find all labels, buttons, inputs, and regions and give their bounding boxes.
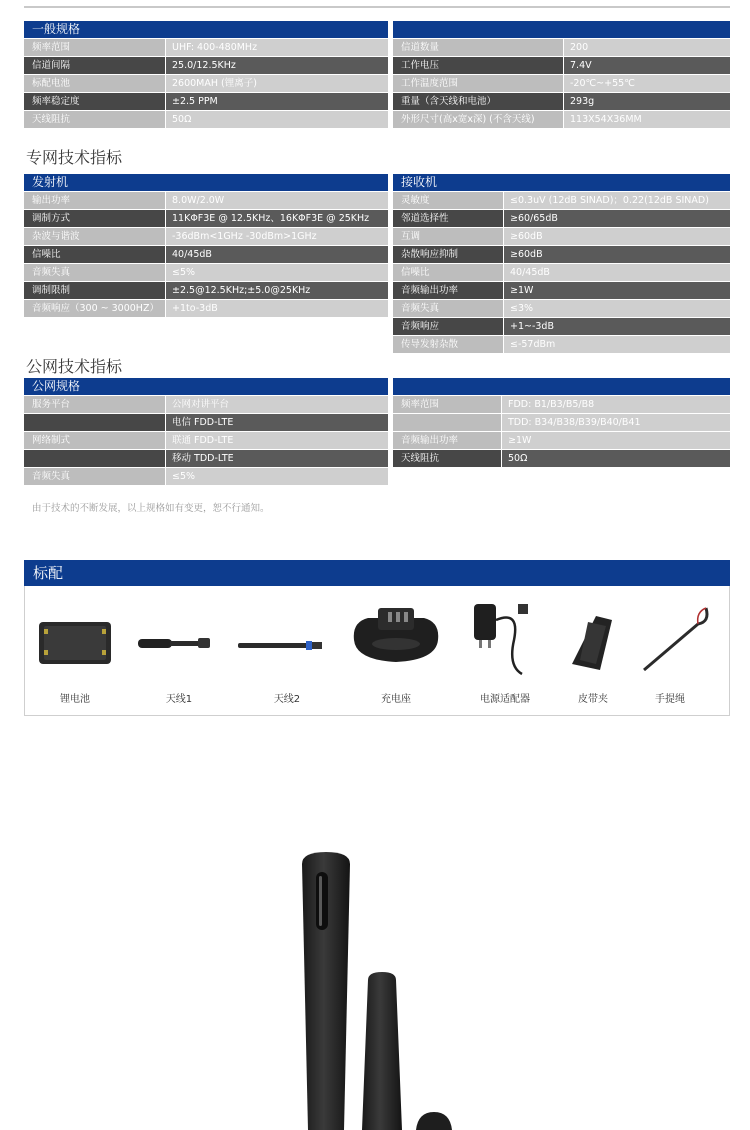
spec-key: 调制限制 — [24, 282, 165, 299]
spec-key: 音频失真 — [24, 264, 165, 281]
spec-row — [24, 93, 388, 110]
spec-key: 音频失真 — [393, 300, 503, 317]
spec-row — [393, 300, 730, 317]
spec-key — [24, 450, 165, 467]
spec-value: 7.4V — [564, 57, 730, 74]
transmitter-table — [24, 174, 388, 317]
spec-row — [393, 414, 730, 431]
spec-row — [24, 264, 388, 281]
spec-key: 频率范围 — [393, 396, 501, 413]
spec-row — [24, 396, 388, 413]
top-divider — [24, 6, 730, 8]
battery-icon — [38, 620, 112, 666]
antenna-icon — [238, 640, 324, 652]
spec-value: 40/45dB — [504, 264, 730, 281]
spec-row — [24, 192, 388, 209]
spec-row — [393, 246, 730, 263]
accessory-label-lanyard: 手提绳 — [655, 694, 685, 705]
accessory-label-charger: 充电座 — [381, 694, 411, 705]
spec-row — [393, 450, 730, 467]
spec-row — [24, 39, 388, 56]
antenna-icon — [138, 634, 212, 652]
accessory-label-antenna2: 天线2 — [273, 694, 301, 705]
adapter-icon — [470, 600, 534, 680]
spec-row — [393, 228, 730, 245]
spec-value: +1to-3dB — [166, 300, 388, 317]
spec-key: 音频输出功率 — [393, 282, 503, 299]
spec-row — [24, 75, 388, 92]
spec-row — [393, 336, 730, 353]
spec-row — [393, 396, 730, 413]
spec-key: 外形尺寸(高x宽x深) (不含天线) — [393, 111, 563, 128]
spec-value: 25.0/12.5KHz — [166, 57, 388, 74]
spec-value: 移动 TDD-LTE — [166, 450, 388, 467]
spec-value: TDD: B34/B38/B39/B40/B41 — [502, 414, 730, 431]
spec-key: 杂波与谐波 — [24, 228, 165, 245]
spec-value: ≤-57dBm — [504, 336, 730, 353]
spec-key: 信噪比 — [393, 264, 503, 281]
spec-value: +1~-3dB — [504, 318, 730, 335]
spec-key: 天线阻抗 — [24, 111, 165, 128]
spec-key: 标配电池 — [24, 75, 165, 92]
spec-value: ≥1W — [504, 282, 730, 299]
spec-value: ±2.5 PPM — [166, 93, 388, 110]
general-spec-title: 一般规格 — [24, 21, 388, 38]
receiver-table — [393, 174, 730, 353]
antenna-product-photo — [0, 740, 750, 1130]
spec-key: 杂散响应抑制 — [393, 246, 503, 263]
spec-value: 50Ω — [166, 111, 388, 128]
spec-row — [24, 468, 388, 485]
general-spec-table-left — [24, 21, 388, 128]
public-spec-right-header — [393, 378, 730, 395]
spec-key: 互调 — [393, 228, 503, 245]
spec-value: ≤5% — [166, 264, 388, 281]
spec-key: 输出功率 — [24, 192, 165, 209]
spec-value: ≤0.3uV (12dB SINAD)；0.22(12dB SINAD) — [504, 192, 730, 209]
spec-key: 邻道选择性 — [393, 210, 503, 227]
spec-value: ≥60dB — [504, 228, 730, 245]
spec-key: 重量（含天线和电池） — [393, 93, 563, 110]
transmitter-title: 发射机 — [24, 174, 388, 191]
spec-value: ≥60/65dB — [504, 210, 730, 227]
spec-value: ±2.5@12.5KHz;±5.0@25KHz — [166, 282, 388, 299]
spec-key — [24, 414, 165, 431]
spec-key: 频率稳定度 — [24, 93, 165, 110]
spec-row — [393, 93, 730, 110]
spec-key: 音频响应 — [393, 318, 503, 335]
spec-value: 电信 FDD-LTE — [166, 414, 388, 431]
spec-key: 网络制式 — [24, 432, 165, 449]
accessory-label-battery: 锂电池 — [60, 694, 90, 705]
spec-key: 天线阻抗 — [393, 450, 501, 467]
spec-value: 200 — [564, 39, 730, 56]
spec-value: 40/45dB — [166, 246, 388, 263]
accessories-title: 标配 — [24, 560, 730, 586]
public-spec-title: 公网规格 — [24, 378, 388, 395]
spec-row — [393, 432, 730, 449]
spec-value: FDD: B1/B3/B5/B8 — [502, 396, 730, 413]
spec-row — [393, 210, 730, 227]
lanyard-icon — [636, 604, 712, 676]
accessory-label-adapter: 电源适配器 — [480, 694, 530, 705]
spec-row — [24, 57, 388, 74]
spec-row — [393, 75, 730, 92]
spec-row — [24, 300, 388, 317]
receiver-title: 接收机 — [393, 174, 730, 191]
accessory-label-antenna1: 天线1 — [165, 694, 193, 705]
public-spec-table-right — [393, 378, 730, 467]
spec-key: 灵敏度 — [393, 192, 503, 209]
spec-key: 传导发射杂散 — [393, 336, 503, 353]
spec-row — [393, 318, 730, 335]
spec-key: 调制方式 — [24, 210, 165, 227]
spec-key: 信道间隔 — [24, 57, 165, 74]
spec-value: -20℃~+55℃ — [564, 75, 730, 92]
spec-row — [24, 111, 388, 128]
public-net-title: 公网技术指标 — [26, 357, 123, 376]
spec-row — [393, 111, 730, 128]
spec-value: 联通 FDD-LTE — [166, 432, 388, 449]
spec-row — [24, 450, 388, 467]
spec-key: 信道数量 — [393, 39, 563, 56]
belt-clip-icon — [566, 614, 618, 672]
spec-value: -36dBm<1GHz -30dBm>1GHz — [166, 228, 388, 245]
accessory-label-belt-clip: 皮带夹 — [578, 694, 608, 705]
spec-value: 293g — [564, 93, 730, 110]
spec-key: 音频输出功率 — [393, 432, 501, 449]
spec-row — [24, 432, 388, 449]
spec-row — [24, 414, 388, 431]
spec-key: 工作温度范围 — [393, 75, 563, 92]
private-net-title: 专网技术指标 — [26, 148, 123, 167]
spec-key: 频率范围 — [24, 39, 165, 56]
general-spec-table-right — [393, 21, 730, 128]
spec-key: 音频失真 — [24, 468, 165, 485]
spec-value: UHF: 400-480MHz — [166, 39, 388, 56]
spec-value: 8.0W/2.0W — [166, 192, 388, 209]
public-spec-table-left — [24, 378, 388, 485]
spec-value: ≤3% — [504, 300, 730, 317]
spec-key: 工作电压 — [393, 57, 563, 74]
spec-value: 11KΦF3E @ 12.5KHz、16KΦF3E @ 25KHz — [166, 210, 388, 227]
spec-value: 113X54X36MM — [564, 111, 730, 128]
spec-row — [393, 264, 730, 281]
spec-row — [393, 282, 730, 299]
spec-row — [24, 228, 388, 245]
spec-value: ≤5% — [166, 468, 388, 485]
spec-key — [393, 414, 501, 431]
spec-row — [24, 246, 388, 263]
disclaimer-note: 由于技术的不断发展，以上规格如有变更，恕不行通知。 — [32, 503, 270, 514]
spec-value: 50Ω — [502, 450, 730, 467]
spec-row — [393, 192, 730, 209]
spec-key: 音频响应（300 ~ 3000HZ） — [24, 300, 165, 317]
spec-value: ≥1W — [502, 432, 730, 449]
spec-row — [24, 210, 388, 227]
spec-value: ≥60dB — [504, 246, 730, 263]
charger-icon — [348, 600, 444, 666]
spec-key: 服务平台 — [24, 396, 165, 413]
spec-row — [24, 282, 388, 299]
spec-row — [393, 57, 730, 74]
spec-value: 公网对讲平台 — [166, 396, 388, 413]
spec-value: 2600MAH (锂离子) — [166, 75, 388, 92]
spec-key: 信噪比 — [24, 246, 165, 263]
spec-row — [393, 39, 730, 56]
general-spec-right-header — [393, 21, 730, 38]
